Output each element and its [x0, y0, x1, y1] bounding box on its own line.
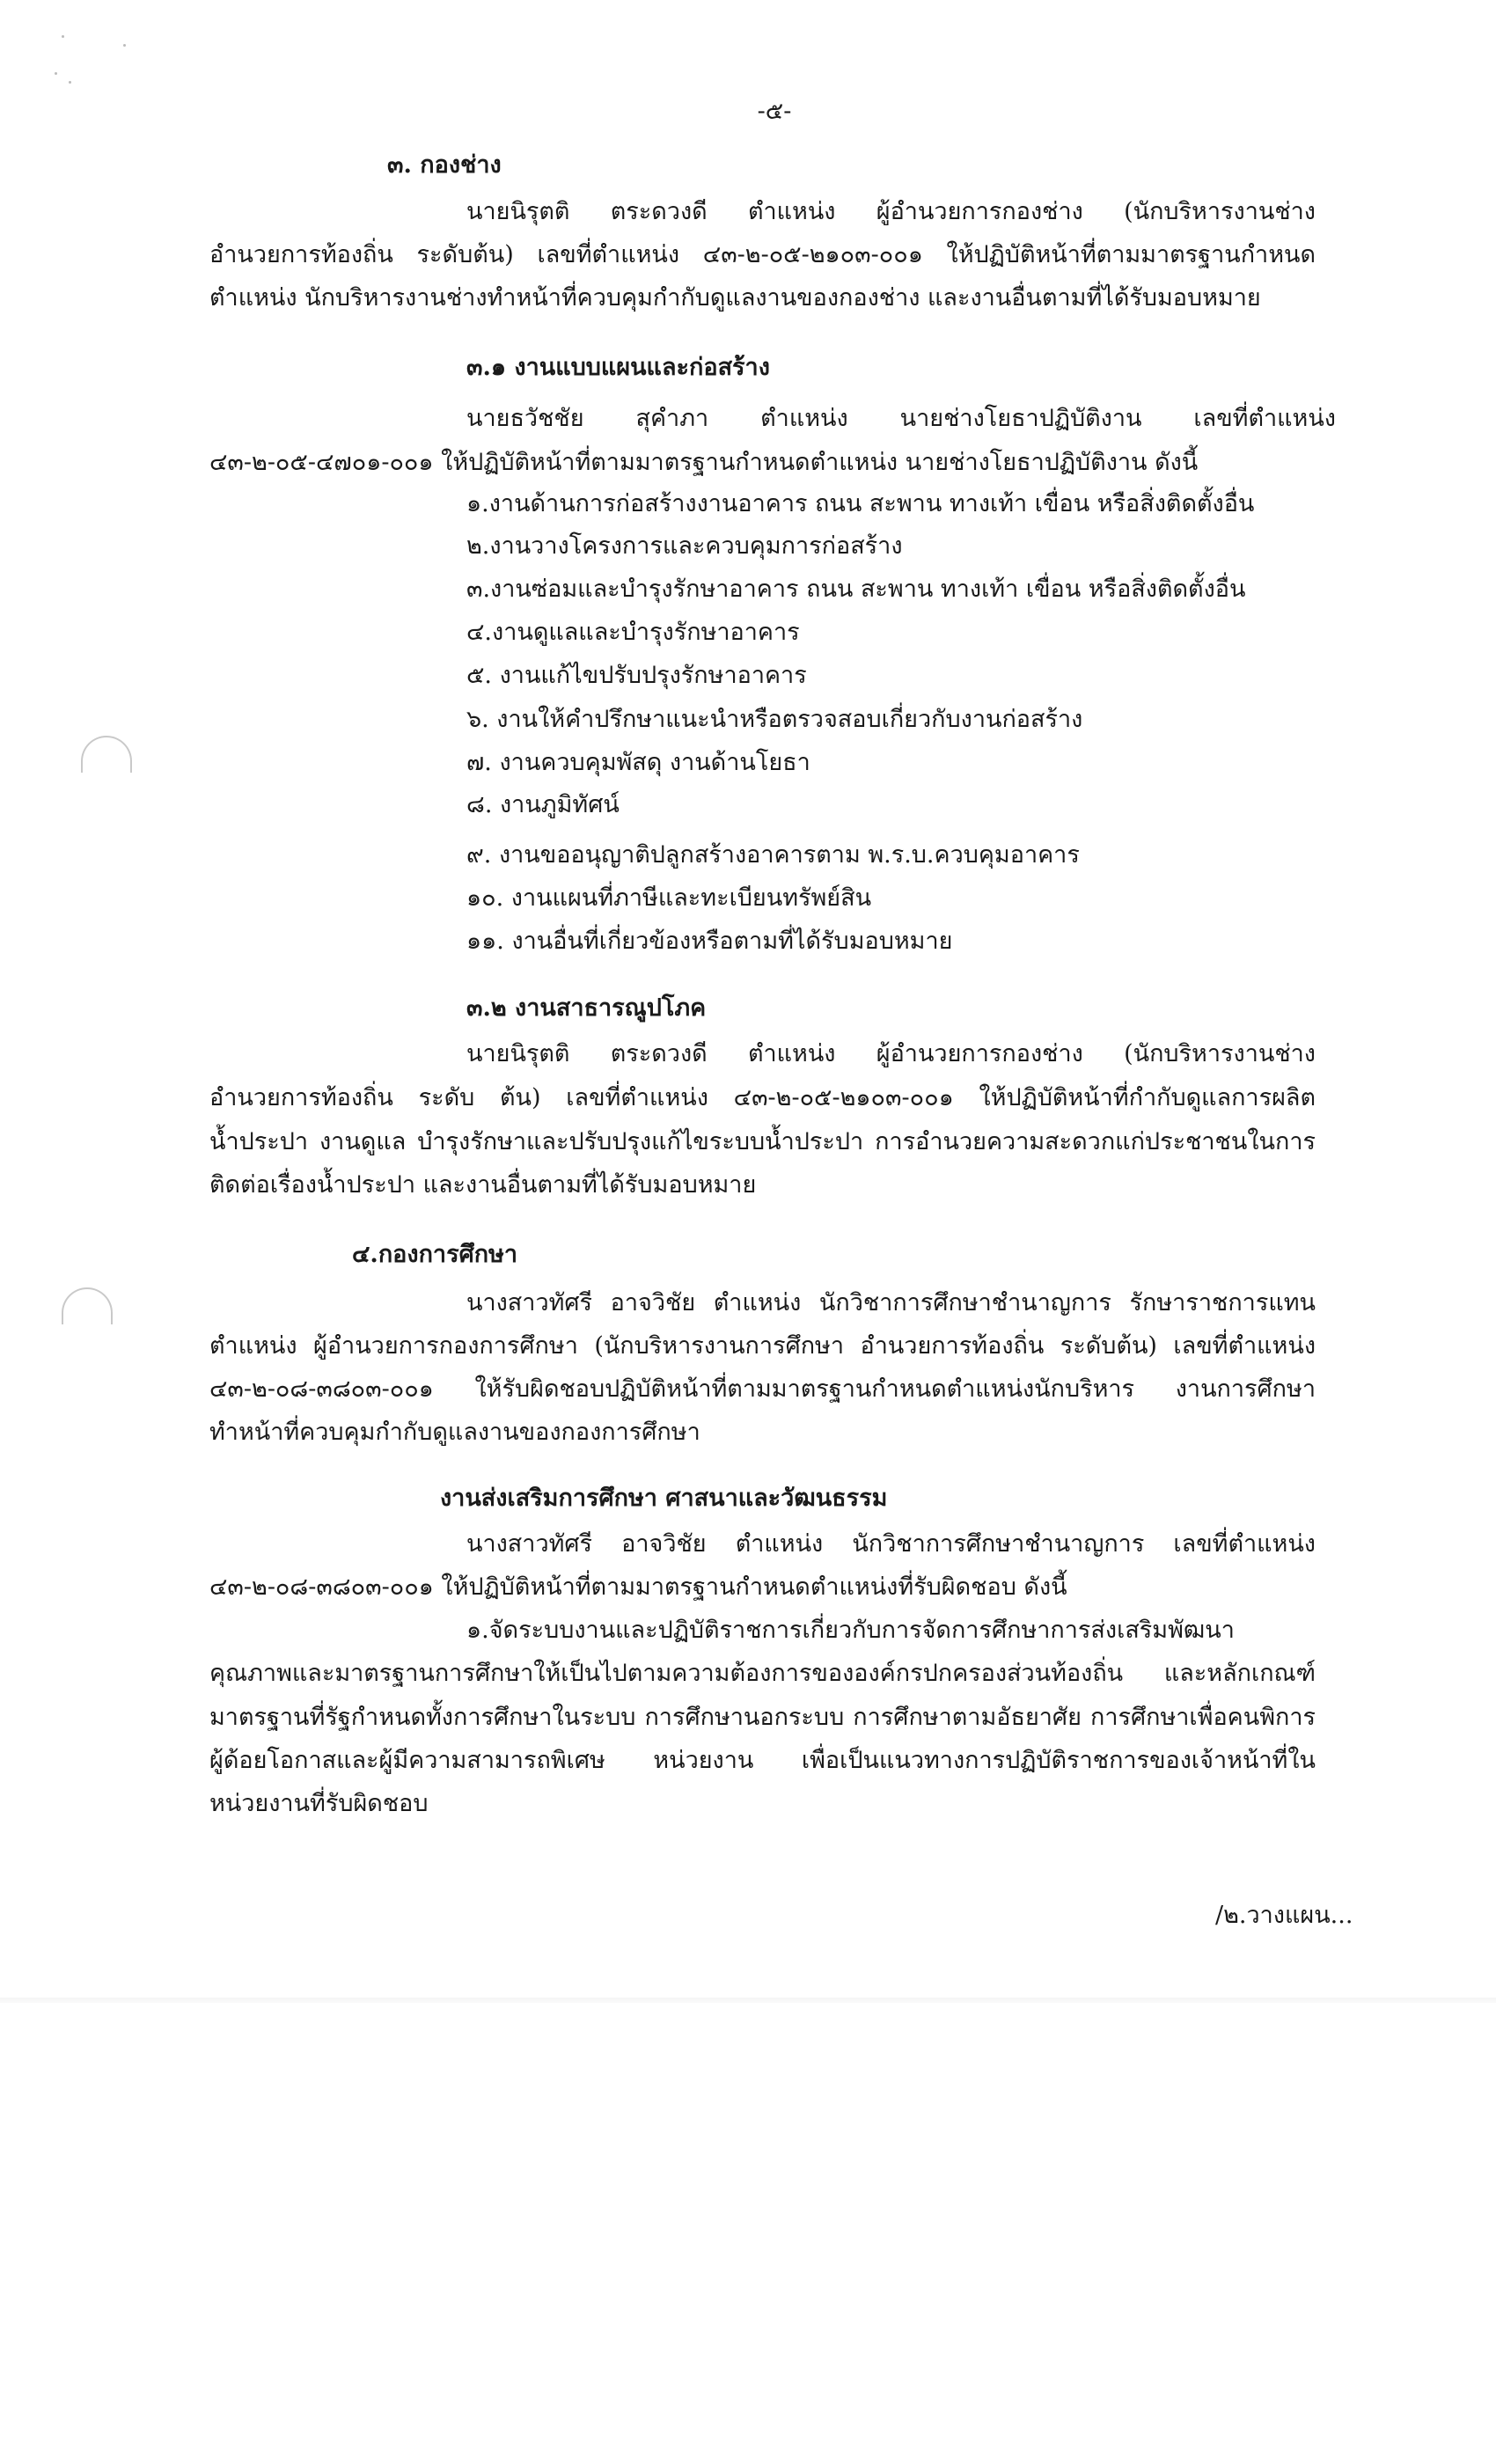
paragraph-line: มาตรฐานที่รัฐกำหนดทั้งการศึกษาในระบบ การศึกษานอกระบบ การศึกษาตามอัธยาศัย การศึกษาเพื่อคนพิการ: [209, 1704, 1316, 1731]
scan-speck: [62, 35, 64, 38]
section-heading: ๓.๑ งานแบบแผนและก่อสร้าง: [466, 354, 770, 381]
paragraph-line: ผู้ด้อยโอกาสและผู้มีความสามารถพิเศษ หน่วยงาน เพื่อเป็นแนวทางการปฏิบัติราชการของเจ้าหน้าที่ใน: [209, 1747, 1316, 1774]
paragraph-line: นายนิรุตติ ตระดวงดี ตำแหน่ง ผู้อำนวยการกองช่าง (นักบริหารงานช่าง: [466, 198, 1316, 225]
paragraph-line: อำนวยการท้องถิ่น ระดับ ต้น) เลขที่ตำแหน่ง ๔๓-๒-๐๕-๒๑๐๓-๐๐๑ ให้ปฏิบัติหน้าที่กำกับดูแลการผลิต: [209, 1084, 1316, 1111]
scan-edge-band: [0, 1998, 1496, 2003]
list-item: ๔.งานดูแลและบำรุงรักษาอาคาร: [466, 619, 800, 646]
continuation-note: /๒.วางแผน...: [1215, 1902, 1353, 1929]
scan-speck: [123, 44, 126, 47]
punch-hole-mark: [62, 1287, 113, 1324]
list-item: ๓.งานซ่อมและบำรุงรักษาอาคาร ถนน สะพาน ทางเท้า เขื่อน หรือสิ่งติดตั้งอื่น: [466, 576, 1246, 603]
section-heading: ๔.กองการศึกษา: [352, 1241, 518, 1268]
list-item: ๒.งานวางโครงการและควบคุมการก่อสร้าง: [466, 532, 903, 560]
paragraph-line: ๔๓-๒-๐๘-๓๘๐๓-๐๐๑ ให้รับผิดชอบปฏิบัติหน้าที่ตามมาตรฐานกำหนดตำแหน่งนักบริหาร งานการศึกษา: [209, 1375, 1316, 1403]
scan-speck: [55, 72, 57, 75]
list-item: ๑.งานด้านการก่อสร้างงานอาคาร ถนน สะพาน ทางเท้า เขื่อน หรือสิ่งติดตั้งอื่น: [466, 490, 1255, 517]
punch-hole-mark: [81, 736, 132, 773]
paragraph-line: ๔๓-๒-๐๘-๓๘๐๓-๐๐๑ ให้ปฏิบัติหน้าที่ตามมาตรฐานกำหนดตำแหน่งที่รับผิดชอบ ดังนี้: [209, 1573, 1067, 1601]
list-item: ๖. งานให้คำปรึกษาแนะนำหรือตรวจสอบเกี่ยวกับงานก่อสร้าง: [466, 706, 1083, 733]
paragraph-line: คุณภาพและมาตรฐานการศึกษาให้เป็นไปตามความต้องการขององค์กรปกครองส่วนท้องถิ่น และหลักเกณฑ์: [209, 1660, 1316, 1687]
section-heading: ๓. กองช่าง: [387, 151, 502, 179]
list-item: ๗. งานควบคุมพัสดุ งานด้านโยธา: [466, 749, 810, 776]
section-heading: ๓.๒ งานสาธารณูปโภค: [466, 994, 707, 1022]
paragraph-line: ติดต่อเรื่องน้ำประปา และงานอื่นตามที่ได้รับมอบหมาย: [209, 1171, 757, 1199]
list-item: ๑๐. งานแผนที่ภาษีและทะเบียนทรัพย์สิน: [466, 884, 872, 912]
paragraph-line: หน่วยงานที่รับผิดชอบ: [209, 1790, 429, 1817]
section-heading: งานส่งเสริมการศึกษา ศาสนาและวัฒนธรรม: [440, 1485, 888, 1512]
paragraph-line: อำนวยการท้องถิ่น ระดับต้น) เลขที่ตำแหน่ง ๔๓-๒-๐๕-๒๑๐๓-๐๐๑ ให้ปฏิบัติหน้าที่ตามมาตรฐานกำหนด: [209, 241, 1316, 268]
paragraph-line: ทำหน้าที่ควบคุมกำกับดูแลงานของกองการศึกษา: [209, 1419, 700, 1446]
paragraph-line: นางสาวทัศรี อาจวิชัย ตำแหน่ง นักวิชาการศึกษาชำนาญการ เลขที่ตำแหน่ง: [466, 1530, 1316, 1558]
paragraph-line: ๔๓-๒-๐๕-๔๗๐๑-๐๐๑ ให้ปฏิบัติหน้าที่ตามมาตรฐานกำหนดตำแหน่ง นายช่างโยธาปฏิบัติงาน ดังนี้: [209, 449, 1199, 476]
list-item: ๕. งานแก้ไขปรับปรุงรักษาอาคาร: [466, 662, 807, 689]
paragraph-line: ๑.จัดระบบงานและปฏิบัติราชการเกี่ยวกับการจัดการศึกษาการส่งเสริมพัฒนา: [466, 1617, 1235, 1644]
paragraph-line: ตำแหน่ง นักบริหารงานช่างทำหน้าที่ควบคุมกำกับดูแลงานของกองช่าง และงานอื่นตามที่ได้รับมอบหมาย: [209, 284, 1261, 312]
page-number: -๕-: [757, 98, 792, 125]
paragraph-line: นางสาวทัศรี อาจวิชัย ตำแหน่ง นักวิชาการศึกษาชำนาญการ รักษาราชการแทน: [466, 1289, 1316, 1316]
paragraph-line: ตำแหน่ง ผู้อำนวยการกองการศึกษา (นักบริหารงานการศึกษา อำนวยการท้องถิ่น ระดับต้น) เลขที่ตำแหน่ง: [209, 1332, 1316, 1360]
list-item: ๑๑. งานอื่นที่เกี่ยวข้องหรือตามที่ได้รับมอบหมาย: [466, 928, 953, 955]
list-item: ๘. งานภูมิทัศน์: [466, 791, 620, 818]
paragraph-line: นายธวัชชัย สุคำภา ตำแหน่ง นายช่างโยธาปฏิบัติงาน เลขที่ตำแหน่ง: [466, 405, 1336, 432]
paragraph-line: นายนิรุตติ ตระดวงดี ตำแหน่ง ผู้อำนวยการกองช่าง (นักบริหารงานช่าง: [466, 1040, 1316, 1067]
list-item: ๙. งานขออนุญาติปลูกสร้างอาคารตาม พ.ร.บ.ควบคุมอาคาร: [466, 841, 1080, 869]
scan-speck: [69, 81, 71, 84]
paragraph-line: น้ำประปา งานดูแล บำรุงรักษาและปรับปรุงแก้ไขระบบน้ำประปา การอำนวยความสะดวกแก่ประชาชนในการ: [209, 1128, 1316, 1155]
